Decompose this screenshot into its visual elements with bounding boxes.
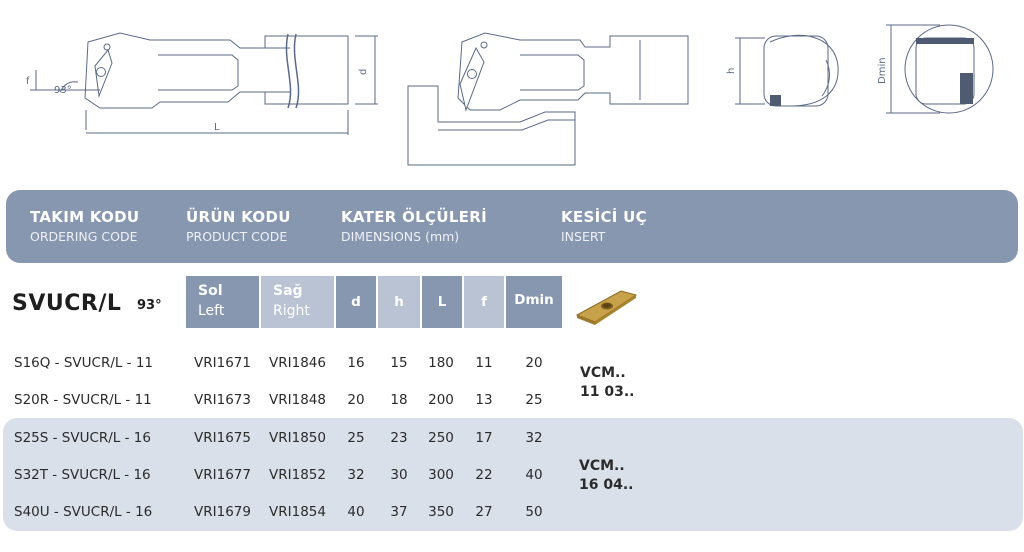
row-dmin: 25 <box>525 392 543 408</box>
header-insert <box>561 208 647 244</box>
insert-small-line2: 11 03.. <box>580 384 635 400</box>
dim-d-label: d <box>358 68 369 75</box>
col-header-h <box>378 276 420 328</box>
row-right: VRI1854 <box>269 504 326 520</box>
row-l: 200 <box>428 392 454 408</box>
row-code: S40U - SVUCR/L - 16 <box>14 504 153 520</box>
col-h-label: h <box>394 294 404 310</box>
row-dmin: 40 <box>525 467 543 483</box>
col-header-f <box>464 276 504 328</box>
row-d: 16 <box>347 355 365 371</box>
header-dimensions-tr: KATER ÖLÇÜLERİ <box>341 208 487 226</box>
tool-angle: 93° <box>137 298 162 313</box>
row-h: 15 <box>390 355 408 371</box>
header-insert-tr: KESİCİ UÇ <box>561 208 647 226</box>
header-product-code <box>186 208 291 244</box>
col-f-label: f <box>481 294 487 310</box>
insert-small-line1: VCM.. <box>580 365 626 381</box>
row-l: 300 <box>428 467 454 483</box>
row-f: 22 <box>475 467 493 483</box>
table-row <box>0 467 1024 487</box>
col-header-dmin <box>506 276 562 328</box>
row-left: VRI1673 <box>194 392 251 408</box>
col-header-left <box>186 276 259 328</box>
col-header-l <box>422 276 462 328</box>
col-d-label: d <box>351 294 361 310</box>
tool-title: SVUCR/L <box>12 291 122 316</box>
row-dmin: 20 <box>525 355 543 371</box>
table-row <box>0 392 1024 412</box>
row-h: 37 <box>390 504 408 520</box>
header-dimensions <box>341 208 487 244</box>
insert-image <box>573 285 639 327</box>
row-f: 17 <box>475 430 493 446</box>
technical-drawings <box>0 0 1024 180</box>
header-product-code-tr: ÜRÜN KODU <box>186 208 291 226</box>
row-h: 30 <box>390 467 408 483</box>
row-left: VRI1679 <box>194 504 251 520</box>
row-right: VRI1850 <box>269 430 326 446</box>
row-code: S16Q - SVUCR/L - 11 <box>14 355 154 371</box>
header-band <box>6 190 1018 263</box>
dim-dmin-label: Dmin <box>877 57 888 84</box>
col-right-tr: Sağ <box>273 283 303 299</box>
bar-in-bore-drawing <box>408 33 688 165</box>
col-header-right <box>261 276 334 328</box>
end-view-h-drawing <box>735 35 838 106</box>
row-d: 40 <box>347 504 365 520</box>
boring-bar-drawing <box>30 33 378 135</box>
col-left-en: Left <box>198 303 225 319</box>
row-left: VRI1677 <box>194 467 251 483</box>
dim-f-label: f <box>26 76 30 87</box>
row-l: 180 <box>428 355 454 371</box>
header-tool-code <box>30 208 139 244</box>
header-product-code-en: PRODUCT CODE <box>186 229 288 244</box>
row-right: VRI1852 <box>269 467 326 483</box>
row-l: 350 <box>428 504 454 520</box>
row-right: VRI1846 <box>269 355 326 371</box>
insert-large-line2: 16 04.. <box>579 477 634 493</box>
table-row <box>0 504 1024 524</box>
col-right-en: Right <box>273 303 310 319</box>
row-f: 13 <box>475 392 493 408</box>
col-l-label: L <box>437 294 447 310</box>
row-right: VRI1848 <box>269 392 326 408</box>
row-f: 11 <box>475 355 493 371</box>
row-d: 25 <box>347 430 365 446</box>
col-header-d <box>336 276 376 328</box>
dim-angle-label: 93° <box>54 85 72 96</box>
row-dmin: 32 <box>525 430 543 446</box>
header-tool-code-tr: TAKIM KODU <box>30 208 140 226</box>
row-h: 23 <box>390 430 408 446</box>
insert-label-large <box>579 457 633 495</box>
row-code: S25S - SVUCR/L - 16 <box>14 430 151 446</box>
row-l: 250 <box>428 430 454 446</box>
row-code: S20R - SVUCR/L - 11 <box>14 392 152 408</box>
insert-large-line1: VCM.. <box>579 458 625 474</box>
header-dimensions-en: DIMENSIONS (mm) <box>341 229 460 244</box>
row-f: 27 <box>475 504 493 520</box>
table-row <box>0 355 1024 375</box>
col-left-tr: Sol <box>198 283 223 299</box>
row-d: 32 <box>347 467 365 483</box>
col-dmin-label: Dmin <box>514 292 554 308</box>
row-d: 20 <box>347 392 365 408</box>
header-tool-code-en: ORDERING CODE <box>30 229 138 244</box>
row-left: VRI1671 <box>194 355 251 371</box>
header-insert-en: INSERT <box>561 229 606 244</box>
row-dmin: 50 <box>525 504 543 520</box>
dim-h-label: h <box>726 67 737 74</box>
row-h: 18 <box>390 392 408 408</box>
dim-l-label: L <box>214 122 220 133</box>
insert-label-small <box>580 364 634 402</box>
row-code: S32T - SVUCR/L - 16 <box>14 467 151 483</box>
row-left: VRI1675 <box>194 430 251 446</box>
table-row <box>0 430 1024 450</box>
